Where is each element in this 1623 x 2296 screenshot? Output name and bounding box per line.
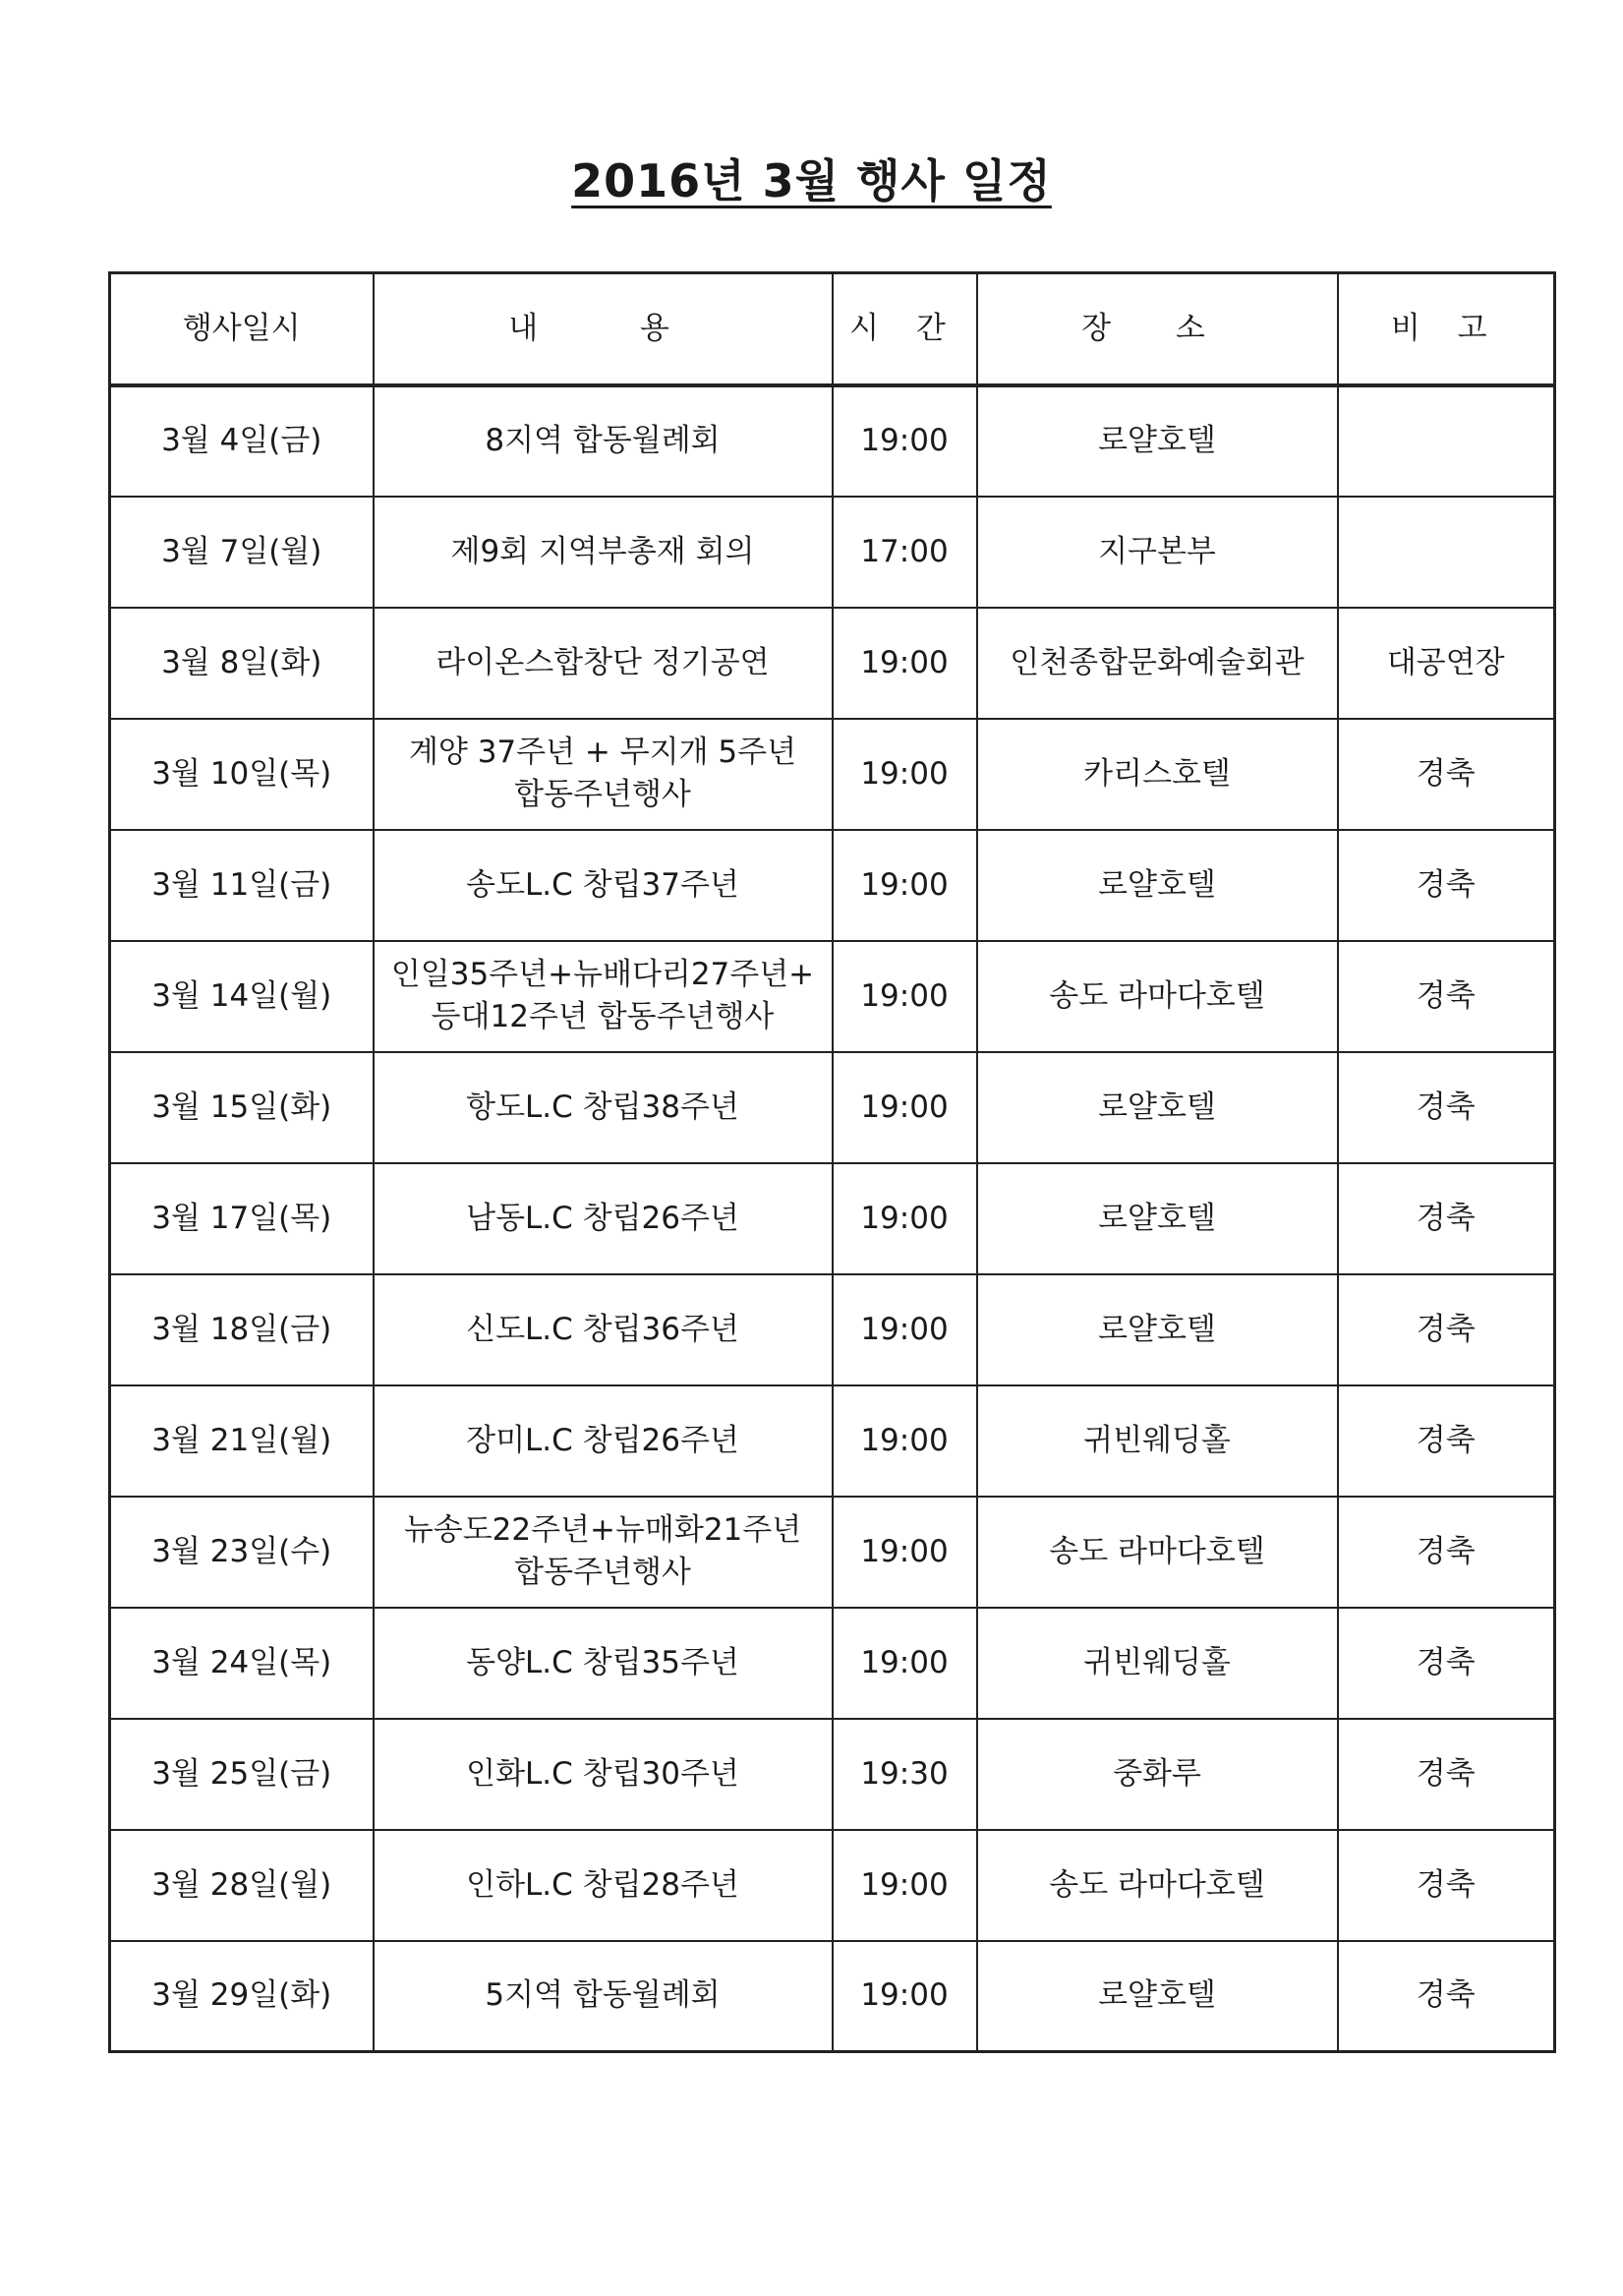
event-content-cell: 계양 37주년 + 무지개 5주년 합동주년행사	[374, 719, 833, 830]
table-row	[110, 608, 1555, 719]
table-row	[110, 1719, 1555, 1830]
event-place-cell: 귀빈웨딩홀	[977, 1608, 1338, 1719]
event-content-cell: 동양L.C 창립35주년	[374, 1608, 833, 1719]
event-note-cell: 경축	[1338, 1274, 1555, 1385]
event-content-cell: 인화L.C 창립30주년	[374, 1719, 833, 1830]
header-note: 비 고	[1338, 273, 1555, 385]
event-time-cell: 19:00	[833, 941, 977, 1052]
event-note-cell: 경축	[1338, 1830, 1555, 1941]
event-date-cell: 3월 21일(월)	[110, 1385, 374, 1497]
event-time-cell: 19:00	[833, 385, 977, 497]
event-time-cell: 19:30	[833, 1719, 977, 1830]
event-time-cell: 19:00	[833, 1941, 977, 2052]
event-place-cell: 중화루	[977, 1719, 1338, 1830]
event-place-cell: 로얄호텔	[977, 830, 1338, 941]
event-content-cell: 제9회 지역부총재 회의	[374, 497, 833, 608]
event-place-cell: 귀빈웨딩홀	[977, 1385, 1338, 1497]
event-place-cell: 로얄호텔	[977, 1274, 1338, 1385]
header-time: 시 간	[833, 273, 977, 385]
event-content-cell: 라이온스합창단 정기공연	[374, 608, 833, 719]
event-place-cell: 카리스호텔	[977, 719, 1338, 830]
event-date-cell: 3월 14일(월)	[110, 941, 374, 1052]
event-date-cell: 3월 11일(금)	[110, 830, 374, 941]
table-row	[110, 385, 1555, 497]
event-place-cell: 로얄호텔	[977, 1163, 1338, 1274]
event-note-cell: 경축	[1338, 941, 1555, 1052]
event-time-cell: 19:00	[833, 1830, 977, 1941]
header-content: 내 용	[374, 273, 833, 385]
event-place-cell: 로얄호텔	[977, 1941, 1338, 2052]
event-time-cell: 19:00	[833, 1274, 977, 1385]
event-place-cell: 지구본부	[977, 497, 1338, 608]
event-place-cell: 송도 라마다호텔	[977, 1830, 1338, 1941]
event-place-cell: 로얄호텔	[977, 385, 1338, 497]
table-row	[110, 1830, 1555, 1941]
event-time-cell: 19:00	[833, 719, 977, 830]
event-time-cell: 17:00	[833, 497, 977, 608]
table-row	[110, 1052, 1555, 1163]
event-note-cell: 경축	[1338, 830, 1555, 941]
event-time-cell: 19:00	[833, 1608, 977, 1719]
event-note-cell	[1338, 497, 1555, 608]
table-row	[110, 1385, 1555, 1497]
event-note-cell: 경축	[1338, 1941, 1555, 2052]
event-date-cell: 3월 25일(금)	[110, 1719, 374, 1830]
event-note-cell: 경축	[1338, 1719, 1555, 1830]
event-time-cell: 19:00	[833, 608, 977, 719]
event-time-cell: 19:00	[833, 1163, 977, 1274]
event-date-cell: 3월 15일(화)	[110, 1052, 374, 1163]
event-content-cell: 뉴송도22주년+뉴매화21주년 합동주년행사	[374, 1497, 833, 1608]
event-date-cell: 3월 24일(목)	[110, 1608, 374, 1719]
table-row	[110, 719, 1555, 830]
table-row	[110, 1941, 1555, 2052]
table-row	[110, 1608, 1555, 1719]
event-note-cell: 경축	[1338, 1608, 1555, 1719]
event-date-cell: 3월 7일(월)	[110, 497, 374, 608]
header-row	[110, 273, 1555, 385]
table-row	[110, 1163, 1555, 1274]
event-content-cell: 항도L.C 창립38주년	[374, 1052, 833, 1163]
event-content-cell: 남동L.C 창립26주년	[374, 1163, 833, 1274]
table-row	[110, 1497, 1555, 1608]
event-schedule-table	[108, 271, 1556, 2053]
table-header	[110, 273, 1555, 385]
event-note-cell: 경축	[1338, 1497, 1555, 1608]
event-place-cell: 송도 라마다호텔	[977, 1497, 1338, 1608]
event-note-cell	[1338, 385, 1555, 497]
event-time-cell: 19:00	[833, 1385, 977, 1497]
page-title	[0, 146, 1623, 210]
table-row	[110, 830, 1555, 941]
event-content-cell: 장미L.C 창립26주년	[374, 1385, 833, 1497]
event-content-cell: 송도L.C 창립37주년	[374, 830, 833, 941]
event-date-cell: 3월 28일(월)	[110, 1830, 374, 1941]
event-time-cell: 19:00	[833, 1052, 977, 1163]
event-content-cell: 인일35주년+뉴배다리27주년+ 등대12주년 합동주년행사	[374, 941, 833, 1052]
event-time-cell: 19:00	[833, 830, 977, 941]
event-content-cell: 5지역 합동월례회	[374, 1941, 833, 2052]
event-note-cell: 경축	[1338, 1385, 1555, 1497]
event-note-cell: 경축	[1338, 719, 1555, 830]
header-date: 행사일시	[110, 273, 374, 385]
event-content-cell: 8지역 합동월례회	[374, 385, 833, 497]
table-body	[110, 385, 1555, 2052]
event-date-cell: 3월 18일(금)	[110, 1274, 374, 1385]
event-place-cell: 로얄호텔	[977, 1052, 1338, 1163]
event-date-cell: 3월 10일(목)	[110, 719, 374, 830]
event-date-cell: 3월 29일(화)	[110, 1941, 374, 2052]
event-content-cell: 인하L.C 창립28주년	[374, 1830, 833, 1941]
event-content-cell: 신도L.C 창립36주년	[374, 1274, 833, 1385]
event-time-cell: 19:00	[833, 1497, 977, 1608]
page-title-text: 2016년 3월 행사 일정	[571, 154, 1052, 207]
event-date-cell: 3월 8일(화)	[110, 608, 374, 719]
event-date-cell: 3월 17일(목)	[110, 1163, 374, 1274]
event-date-cell: 3월 23일(수)	[110, 1497, 374, 1608]
event-place-cell: 송도 라마다호텔	[977, 941, 1338, 1052]
table-row	[110, 497, 1555, 608]
event-date-cell: 3월 4일(금)	[110, 385, 374, 497]
table-row	[110, 1274, 1555, 1385]
table-row	[110, 941, 1555, 1052]
event-place-cell: 인천종합문화예술회관	[977, 608, 1338, 719]
header-place: 장 소	[977, 273, 1338, 385]
event-note-cell: 경축	[1338, 1052, 1555, 1163]
event-note-cell: 경축	[1338, 1163, 1555, 1274]
event-note-cell: 대공연장	[1338, 608, 1555, 719]
